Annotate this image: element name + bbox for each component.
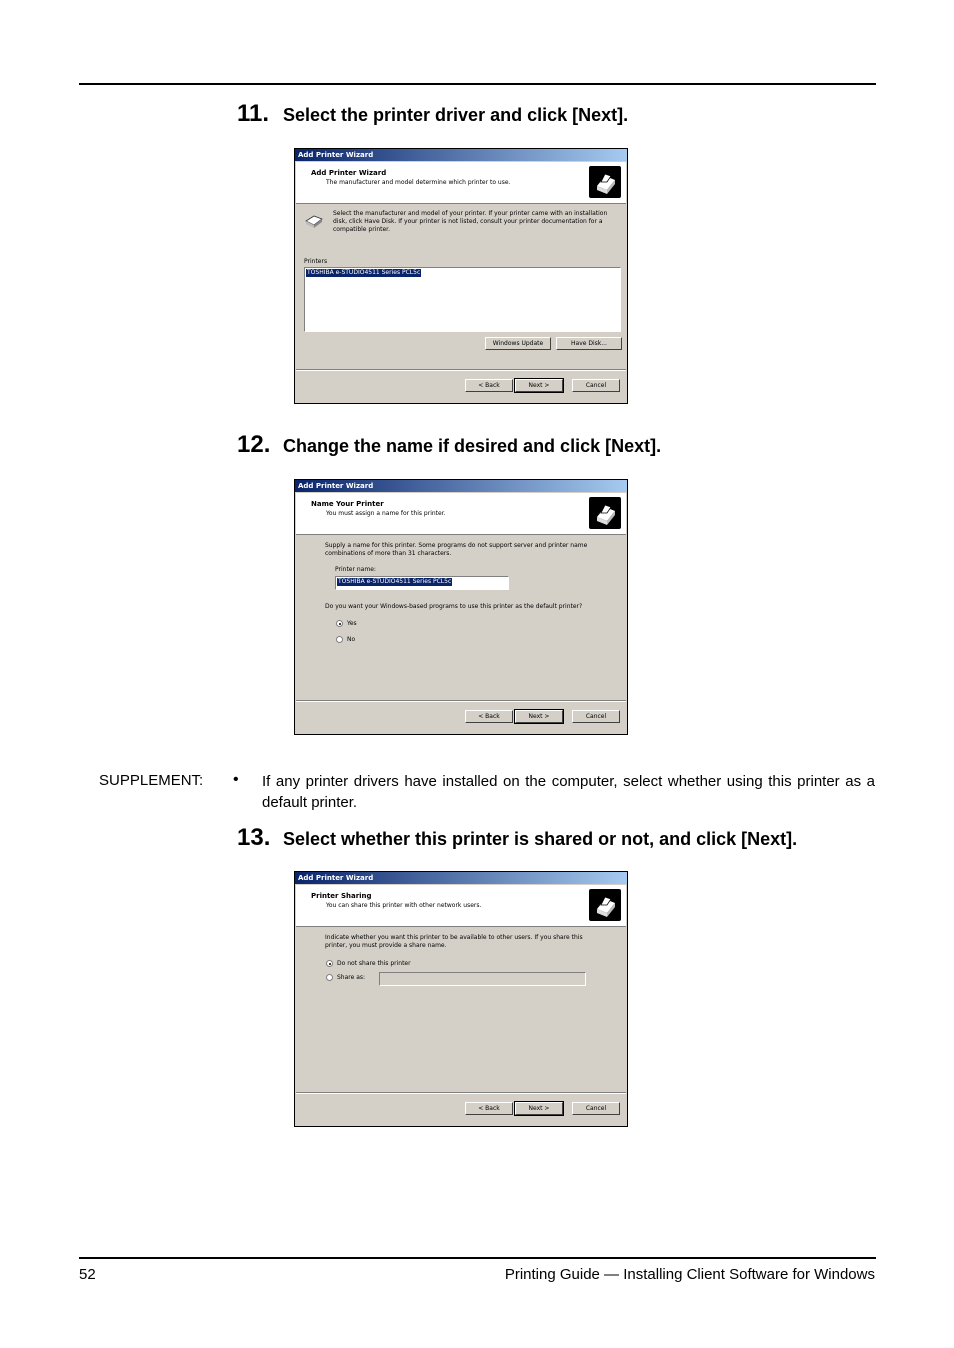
- title-bar: Add Printer Wizard: [295, 149, 627, 161]
- dialog-body: [296, 927, 626, 1092]
- step-11: [237, 100, 628, 130]
- radio-empty-icon: [336, 636, 343, 643]
- back-button[interactable]: < Back: [465, 1102, 513, 1115]
- add-printer-dialog-driver: [294, 148, 628, 404]
- add-printer-dialog-sharing: [294, 871, 628, 1127]
- radio-empty-icon: [326, 974, 333, 981]
- bullet: •: [233, 771, 239, 788]
- header-title: Name Your Printer: [311, 500, 384, 508]
- back-button[interactable]: < Back: [465, 379, 513, 392]
- printer-wizard-icon: [589, 497, 621, 529]
- printer-name-value: TOSHIBA e-STUDIO4511 Series PCL5c: [338, 578, 452, 585]
- dialog-footer: [296, 701, 626, 734]
- share-name-input[interactable]: [379, 972, 586, 986]
- header-title: Add Printer Wizard: [311, 169, 387, 177]
- radio-selected-icon: [336, 620, 343, 627]
- dialog-body: [296, 535, 626, 700]
- step-text: Change the name if desired and click [Next].: [283, 436, 662, 456]
- dialog-body: [296, 204, 626, 369]
- page-number: 52: [79, 1266, 96, 1283]
- cancel-button[interactable]: Cancel: [572, 1102, 620, 1115]
- have-disk-button[interactable]: Have Disk...: [556, 337, 622, 350]
- step-text: Select the printer driver and click [Next].: [283, 105, 629, 125]
- printer-wizard-icon: [589, 166, 621, 198]
- add-printer-dialog-name: [294, 479, 628, 735]
- printer-wizard-icon: [589, 889, 621, 921]
- title-bar: Add Printer Wizard: [295, 480, 627, 492]
- header-subtitle: You must assign a name for this printer.: [326, 510, 446, 517]
- footer-title: Printing Guide — Installing Client Software for Windows: [504, 1266, 875, 1283]
- share-as-radio[interactable]: [326, 974, 365, 981]
- cancel-button[interactable]: Cancel: [572, 710, 620, 723]
- printers-label: Printers: [304, 258, 328, 265]
- printer-name-label: Printer name:: [335, 566, 376, 573]
- default-printer-question: Do you want your Windows-based programs to use this printer as the default printer?: [325, 603, 583, 610]
- header-title: Printer Sharing: [311, 892, 372, 900]
- wizard-header: [296, 162, 626, 204]
- instructions-text: Select the manufacturer and model of your printer. If your printer came with an installation disk, click Have Disk. If your printer is not listed, consult your printer documentation for a compatible printer.: [333, 210, 608, 233]
- step-13: [237, 824, 797, 854]
- step-number: 11.: [237, 100, 270, 127]
- bottom-rule: [79, 1257, 876, 1259]
- instructions-text: Indicate whether you want this printer to be available to other users. If you share this printer, you must provide a share name.: [325, 934, 583, 949]
- header-subtitle: The manufacturer and model determine which printer to use.: [326, 179, 511, 186]
- radio-selected-icon: [326, 960, 333, 967]
- title-bar: Add Printer Wizard: [295, 872, 627, 884]
- header-subtitle: You can share this printer with other network users.: [326, 902, 482, 909]
- share-as-label: Share as:: [337, 974, 366, 981]
- step-number: 13.: [237, 824, 271, 851]
- step-12: [237, 431, 661, 461]
- dialog-footer: [296, 370, 626, 403]
- do-not-share-label: Do not share this printer: [337, 960, 411, 967]
- wizard-header: [296, 885, 626, 927]
- printers-list[interactable]: [304, 267, 621, 332]
- cancel-button[interactable]: Cancel: [572, 379, 620, 392]
- do-not-share-radio[interactable]: [326, 960, 411, 967]
- no-label: No: [347, 636, 356, 643]
- next-button[interactable]: Next >: [515, 1102, 563, 1115]
- back-button[interactable]: < Back: [465, 710, 513, 723]
- next-button[interactable]: Next >: [515, 379, 563, 392]
- dialog-footer: [296, 1093, 626, 1126]
- yes-radio[interactable]: [336, 620, 357, 627]
- printer-name-input[interactable]: [335, 576, 509, 590]
- supplement-text: If any printer drivers have installed on the computer, select whether using this printer as a default printer.: [262, 773, 875, 811]
- supplement-label: SUPPLEMENT:: [99, 772, 204, 789]
- step-number: 12.: [237, 431, 271, 458]
- yes-label: Yes: [347, 620, 357, 627]
- instructions-text: Supply a name for this printer. Some programs do not support server and printer name combinations of more than 31 characters.: [325, 542, 588, 557]
- printer-list-item[interactable]: TOSHIBA e-STUDIO4511 Series PCL5c: [307, 269, 421, 276]
- top-rule: [79, 83, 876, 85]
- windows-update-button[interactable]: Windows Update: [485, 337, 551, 350]
- printer-disk-icon: [304, 212, 324, 228]
- no-radio[interactable]: [336, 636, 355, 643]
- next-button[interactable]: Next >: [515, 710, 563, 723]
- wizard-header: [296, 493, 626, 535]
- step-text: Select whether this printer is shared or not, and click [Next].: [283, 829, 798, 849]
